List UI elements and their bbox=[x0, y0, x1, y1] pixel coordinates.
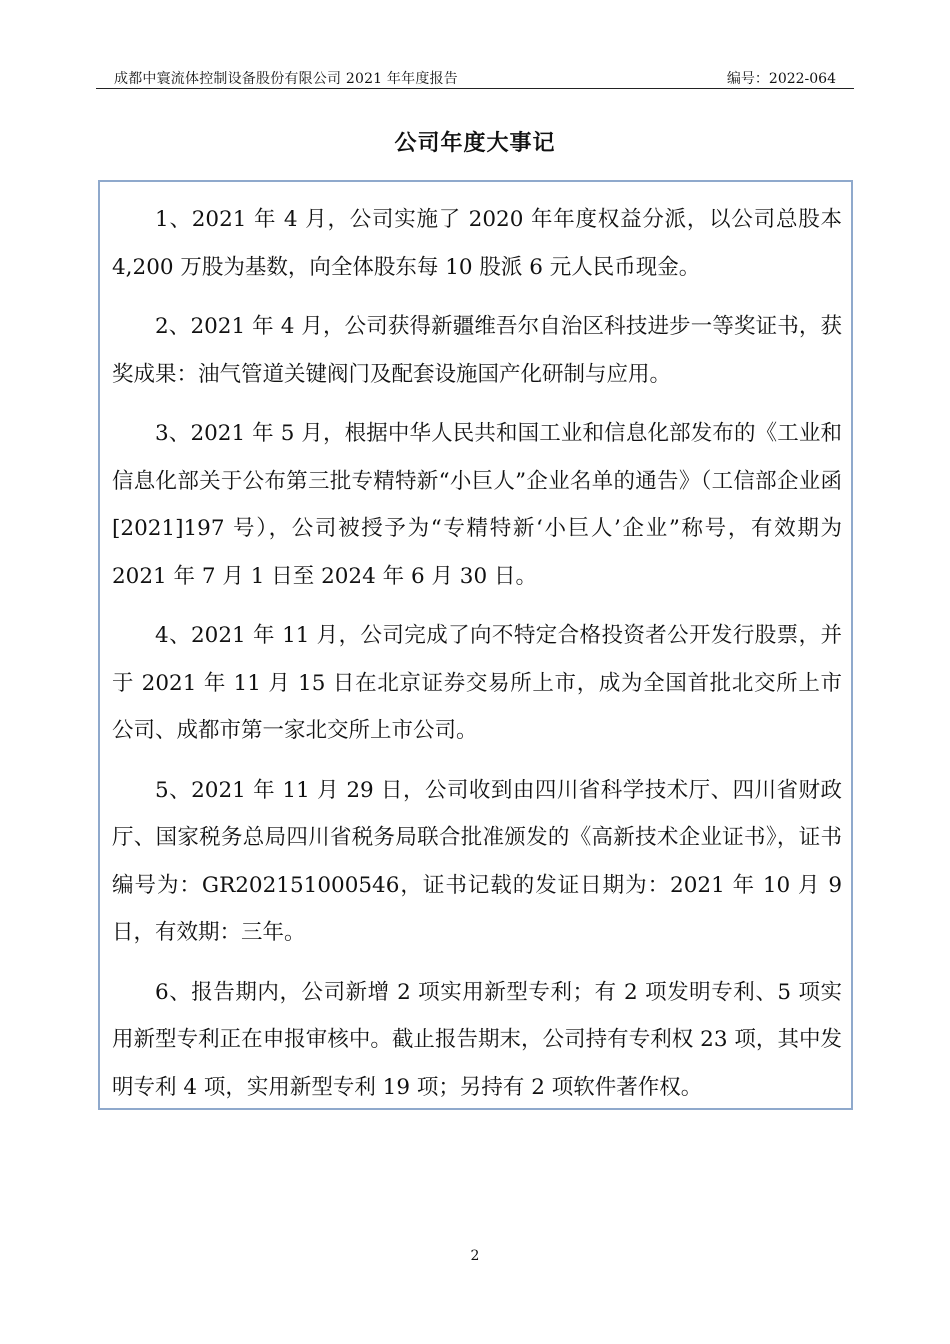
header-document-number: 编号：2022-064 bbox=[726, 71, 836, 87]
event-item-1: 1、2021 年 4 月，公司实施了 2020 年年度权益分派，以公司总股本 4,200 万股为基数，向全体股东每 10 股派 6 元人民币现金。 bbox=[112, 207, 842, 280]
event-item-4: 4、2021 年 11 月，公司完成了向不特定合格投资者公开发行股票，并于 2021 年 11 月 15 日在北京证券交易所上市，成为全国首批北交所上市公司、成都市第一家北交所上市公司。 bbox=[112, 623, 842, 743]
header-company-report: 成都中寰流体控制设备股份有限公司 2021 年年度报告 bbox=[114, 71, 458, 87]
page-header bbox=[96, 66, 854, 89]
events-list bbox=[112, 196, 842, 1123]
page-number: 2 bbox=[470, 1248, 480, 1264]
event-item-6: 6、报告期内，公司新增 2 项实用新型专利；有 2 项发明专利、5 项实用新型专利正在申报审核中。截止报告期末，公司持有专利权 23 项，其中发明专利 4 项，实用新型专利 19 项；另持有 2 项软件著作权。 bbox=[112, 979, 842, 1100]
event-item-2: 2、2021 年 4 月，公司获得新疆维吾尔自治区科技进步一等奖证书，获奖成果：油气管道关键阀门及配套设施国产化研制与应用。 bbox=[112, 314, 842, 387]
page-title: 公司年度大事记 bbox=[394, 131, 556, 156]
event-item-5: 5、2021 年 11 月 29 日，公司收到由四川省科学技术厅、四川省财政厅、国家税务总局四川省税务局联合批准颁发的《高新技术企业证书》，证书编号为：GR202151000546，证书记载的发证日期为：2021 年 10 月 9 日，有效期：三年。 bbox=[112, 777, 842, 945]
event-item-3: 3、2021 年 5 月，根据中华人民共和国工业和信息化部发布的《工业和信息化部关于公布第三批专精特新“小巨人”企业名单的通告》（工信部企业函[2021]197 号），公司被授予为“专精特新‘小巨人’企业”称号，有效期为 2021 年 7 月 1 日至 2024 年 6 月 30 日。 bbox=[112, 421, 842, 589]
